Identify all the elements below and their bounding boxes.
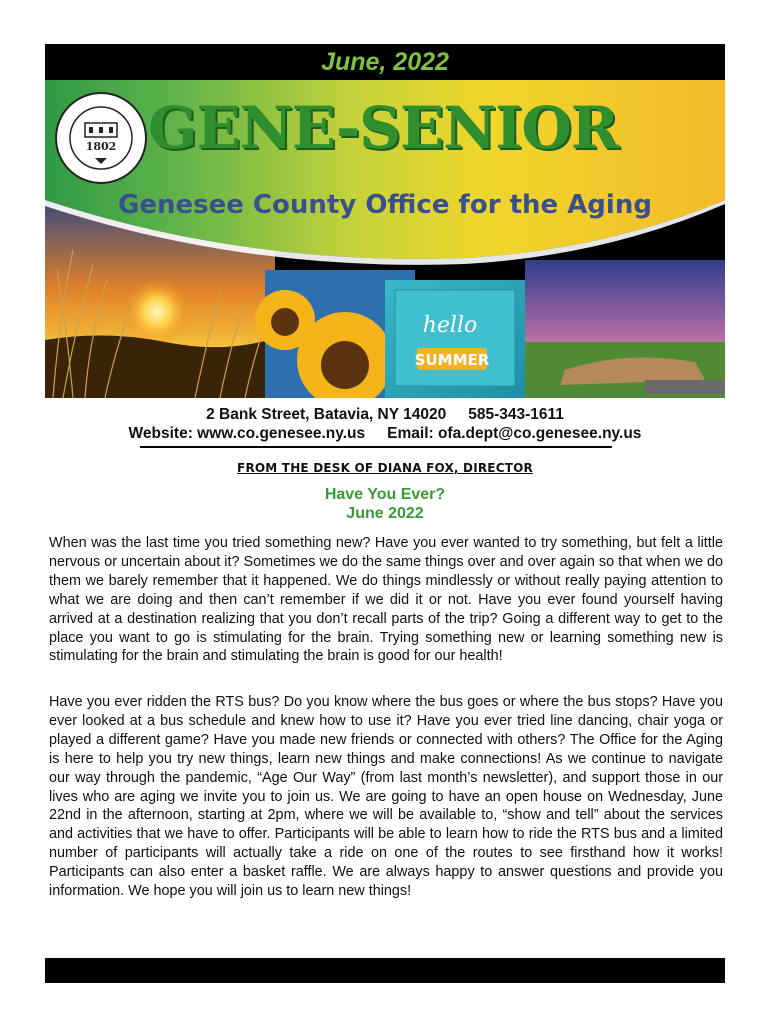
footer-bar [45, 958, 725, 983]
hello-text: hello [422, 313, 478, 338]
address: 2 Bank Street, Batavia, NY 14020 [206, 406, 447, 423]
contact-divider [140, 446, 612, 448]
office-name: Genesee County Office for the Aging [118, 190, 652, 220]
seal-year: 1802 [85, 140, 117, 153]
article-paragraph-1: When was the last time you tried something new? Have you ever wanted to try something, but felt a little nervous or uncertain about it? Sometimes we do the same things over and over again so that when we do them we barely remember that it happened. We do things mindlessly or without really paying attention to what we are doing and then can’t remember if we did it or not. Have you ever found yourself having arrived at a destination realizing that you don’t recall parts of the trip? Going a different way to get to the place you want to go is stimulating for the brain. Trying something new or learning something new is stimulating for the brain and stimulating the brain is good for our health! [49, 535, 723, 665]
article-heading [45, 485, 725, 523]
newsletter-date: June, 2022 [321, 48, 449, 76]
county-seal-logo [53, 90, 149, 186]
email: Email: ofa.dept@co.genesee.ny.us [387, 425, 642, 442]
desk-byline: FROM THE DESK OF DIANA FOX, DIRECTOR [237, 461, 533, 475]
phone: 585-343-1611 [468, 406, 564, 423]
article-paragraph-2: Have you ever ridden the RTS bus? Do you know where the bus goes or where the bus stops? Have you ever looked at a bus schedule and knew how to use it? Have you ever tried line dancing, chair yoga or played a different game? Have you made new friends or connected with others? The Office for the Aging is here to help you try new things, learn new things and make connections! As we continue to navigate our way through the pandemic, “Age Our Way” (from last month’s newsletter), and support those in our lives who are aging we invite you to join us. We are going to have an open house on Wednesday, June 22nd in the afternoon, starting at 2pm, where we will be available to, “show and tell” about the services and activities that we have to offer. Participants will be able to learn how to ride the RTS bus and a limited number of participants will actually take a ride on one of the routes to see firsthand how it works! Participants can also enter a basket raffle. We are always happy to answer questions and provide you information. We hope you will join us to learn new things! [49, 694, 723, 900]
article-title: Have You Ever? [324, 486, 446, 503]
website: Website: www.co.genesee.ny.us [128, 425, 366, 442]
newsletter-masthead-title: GENE-SENIOR [148, 94, 619, 162]
contact-block [45, 405, 725, 443]
article-subtitle: June 2022 [346, 505, 424, 522]
summer-text: SUMMER [414, 351, 490, 369]
date-bar [45, 44, 725, 80]
masthead-banner [45, 80, 725, 398]
